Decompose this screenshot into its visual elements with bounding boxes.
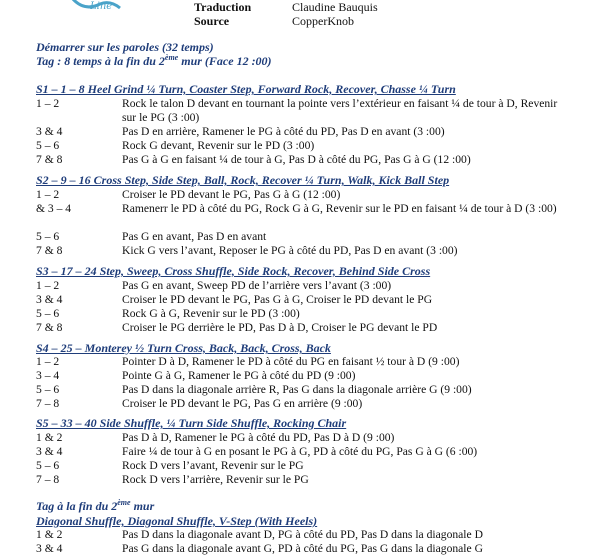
step-description: Rock le talon D devant en tournant la pointe vers l’extérieur en faisant ¼ de tour à D, Revenir sur le PG (3 :00) bbox=[122, 97, 558, 124]
section-title: S1 – 1 – 8 Heel Grind ¼ Turn, Coaster Step, Forward Rock, Recover, Chasse ¼ Turn bbox=[36, 82, 456, 96]
step-count: & 3 – 4 bbox=[36, 202, 72, 215]
start-info: Démarrer sur les paroles (32 temps) bbox=[36, 40, 214, 54]
step-description: Rock D vers l’arrière, Revenir sur le PG bbox=[122, 473, 309, 486]
step-count: 5 – 6 bbox=[36, 383, 60, 396]
step-count: 5 – 6 bbox=[36, 459, 60, 472]
step-description: Pas D dans la diagonale avant D, PG à côté du PD, Pas D dans la diagonale D bbox=[122, 528, 483, 541]
step-description: Rock G devant, Revenir sur le PD (3 :00) bbox=[122, 139, 315, 152]
step-description: Croiser le PD devant le PG, Pas G à G, Croiser le PD devant le PG bbox=[122, 293, 433, 306]
translation-value: Claudine Bauquis bbox=[292, 0, 378, 14]
step-count: 7 & 8 bbox=[36, 321, 63, 334]
step-description: Pas D dans la diagonale arrière R, Pas G dans la diagonale arrière G (9 :00) bbox=[122, 383, 472, 396]
step-count: 5 – 6 bbox=[36, 139, 60, 152]
step-count: 3 & 4 bbox=[36, 293, 63, 306]
step-description: Faire ¼ de tour à G en posant le PG à G, PD à côté du PG, Pas G à G (6 :00) bbox=[122, 445, 478, 458]
step-description: Croiser le PD devant le PG, Pas G à G (12 :00) bbox=[122, 188, 341, 201]
step-description: Pas G en avant, Sweep PD de l’arrière vers l’avant (3 :00) bbox=[122, 279, 392, 292]
step-count: 1 & 2 bbox=[36, 528, 63, 541]
step-count: 1 – 2 bbox=[36, 97, 60, 110]
tag-info: Tag : 8 temps à la fin du 2ème mur (Face 12 :00) bbox=[36, 53, 272, 68]
tag-title: Tag à la fin du 2ème mur bbox=[36, 498, 155, 513]
step-description: Rock G à G, Revenir sur le PD (3 :00) bbox=[122, 307, 300, 320]
step-description: Ramenerr le PD à côté du PG, Rock G à G, Revenir sur le PD en faisant ¼ de tour à D (3 :00) bbox=[122, 202, 557, 215]
step-description: Pointe G à G, Ramener le PG à côté du PD (9 :00) bbox=[122, 369, 356, 382]
step-count: 1 – 2 bbox=[36, 279, 60, 292]
step-count: 3 & 4 bbox=[36, 445, 63, 458]
step-description: Pas G dans la diagonale avant G, PD à côté du PG, Pas G dans la diagonale G bbox=[122, 542, 483, 555]
step-count: 1 – 2 bbox=[36, 188, 60, 201]
step-description: Pas D en arrière, Ramener le PG à côté du PD, Pas D en avant (3 :00) bbox=[122, 125, 445, 138]
svg-text:Line: Line bbox=[90, 1, 113, 12]
section-title: S3 – 17 – 24 Step, Sweep, Cross Shuffle, Side Rock, Recover, Behind Side Cross bbox=[36, 264, 431, 278]
section-title: S2 – 9 – 16 Cross Step, Side Step, Ball, Rock, Recover ¼ Turn, Walk, Kick Ball Step bbox=[36, 173, 450, 187]
logo-fragment bbox=[70, 0, 130, 14]
step-count: 5 – 6 bbox=[36, 307, 60, 320]
section-title: S4 – 25 – Monterey ½ Turn Cross, Back, Back, Cross, Back bbox=[36, 341, 331, 355]
step-count: 3 & 4 bbox=[36, 542, 63, 555]
tag-subtitle: Diagonal Shuffle, Diagonal Shuffle, V-Step (With Heels) bbox=[36, 514, 318, 528]
step-description: Pas G à G en faisant ¼ de tour à G, Pas D à côté du PG, Pas G à G (12 :00) bbox=[122, 153, 471, 166]
step-count: 7 – 8 bbox=[36, 397, 60, 410]
section-title: S5 – 33 – 40 Side Shuffle, ¼ Turn Side Shuffle, Rocking Chair bbox=[36, 416, 347, 430]
step-description: Kick G vers l’avant, Reposer le PG à côté du PD, Pas D en avant (3 :00) bbox=[122, 244, 458, 257]
step-count: 7 – 8 bbox=[36, 473, 60, 486]
translation-label: Traduction bbox=[194, 0, 252, 14]
step-count: 3 & 4 bbox=[36, 125, 63, 138]
step-description: Croiser le PD devant le PG, Pas G en arrière (9 :00) bbox=[122, 397, 363, 410]
step-description: Pas G en avant, Pas D en avant bbox=[122, 230, 267, 243]
step-count: 5 – 6 bbox=[36, 230, 60, 243]
source-label: Source bbox=[194, 14, 230, 28]
step-count: 7 & 8 bbox=[36, 153, 63, 166]
step-count: 3 – 4 bbox=[36, 369, 60, 382]
step-count: 1 – 2 bbox=[36, 355, 60, 368]
step-description: Pointer D à D, Ramener le PD à côté du PG en faisant ½ tour à D (9 :00) bbox=[122, 355, 460, 368]
step-description: Croiser le PG derrière le PD, Pas D à D, Croiser le PG devant le PD bbox=[122, 321, 438, 334]
source-value: CopperKnob bbox=[292, 14, 354, 28]
step-description: Rock D vers l’avant, Revenir sur le PG bbox=[122, 459, 304, 472]
step-count: 1 & 2 bbox=[36, 431, 63, 444]
step-description: Pas D à D, Ramener le PG à côté du PD, Pas D à D (9 :00) bbox=[122, 431, 395, 444]
step-count: 7 & 8 bbox=[36, 244, 63, 257]
